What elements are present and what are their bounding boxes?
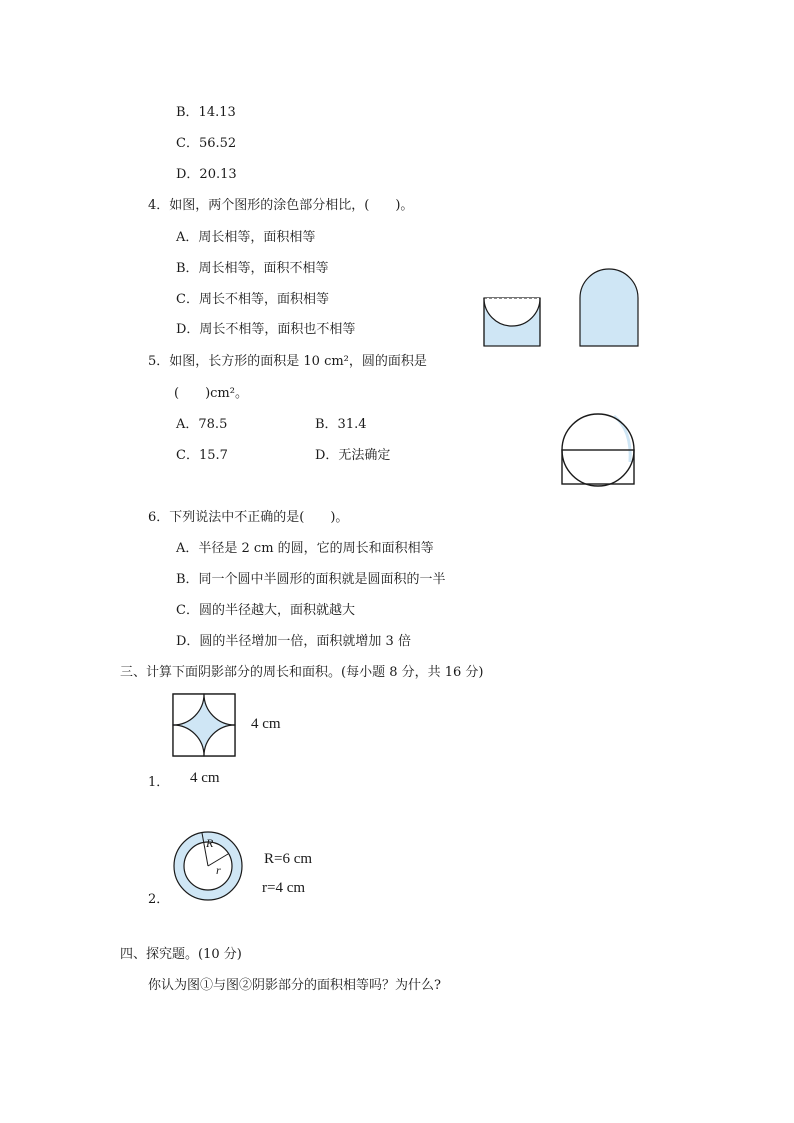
p1-side-label: 4 cm [251,716,281,732]
p1-number: 1． [148,775,170,790]
p1-bottom-label: 4 cm [190,770,220,786]
p2-r-symbol: r [216,863,221,877]
q5-option-b: B．31.4 [315,417,367,432]
q4-option-a: A．周长相等，面积相等 [176,230,316,245]
option-c: C．56.52 [176,136,237,151]
section4-question: 你认为图①与图②阴影部分的面积相等吗？为什么? [148,978,441,993]
q6-option-b: B．同一个圆中半圆形的面积就是圆面积的一半 [176,572,446,587]
p2-R-symbol: R [206,836,214,850]
q6-option-d: D．圆的半径增加一倍，面积就增加 3 倍 [176,634,411,649]
q5-option-d: D．无法确定 [315,448,391,463]
q6-stem: 6．下列说法中不正确的是( )。 [148,510,349,525]
q4-stem: 4．如图，两个图形的涂色部分相比，( )。 [148,198,414,213]
option-b: B．14.13 [176,105,236,120]
q4-option-c: C．周长不相等，面积相等 [176,292,329,307]
q4-option-d: D．周长不相等，面积也不相等 [176,322,356,337]
q6-option-c: C．圆的半径越大，面积就越大 [176,603,355,618]
p2-r-value: r=4 cm [262,880,306,896]
p2-R-value: R=6 cm [264,851,313,867]
section4-heading: 四、探究题。(10 分) [120,947,242,962]
q4-figure-rect-semicircle [480,294,544,350]
section3-heading: 三、计算下面阴影部分的周长和面积。(每小题 8 分，共 16 分) [120,665,484,680]
q5-option-c: C．15.7 [176,448,228,463]
q5-stem-line2: ( )cm²。 [174,386,248,401]
p2-number: 2． [148,892,170,907]
q5-figure-circle-rectangle [558,410,640,488]
q5-stem-line1: 5．如图，长方形的面积是 10 cm²，圆的面积是 [148,354,427,369]
option-d: D．20.13 [176,167,237,182]
p1-figure-square-quarter-circles [170,692,238,758]
q4-option-b: B．周长相等，面积不相等 [176,261,329,276]
p2-figure-annulus [170,828,246,904]
q5-option-a: A．78.5 [176,417,228,432]
q4-figure-arch [576,266,642,350]
q6-option-a: A．半径是 2 cm 的圆，它的周长和面积相等 [176,541,434,556]
